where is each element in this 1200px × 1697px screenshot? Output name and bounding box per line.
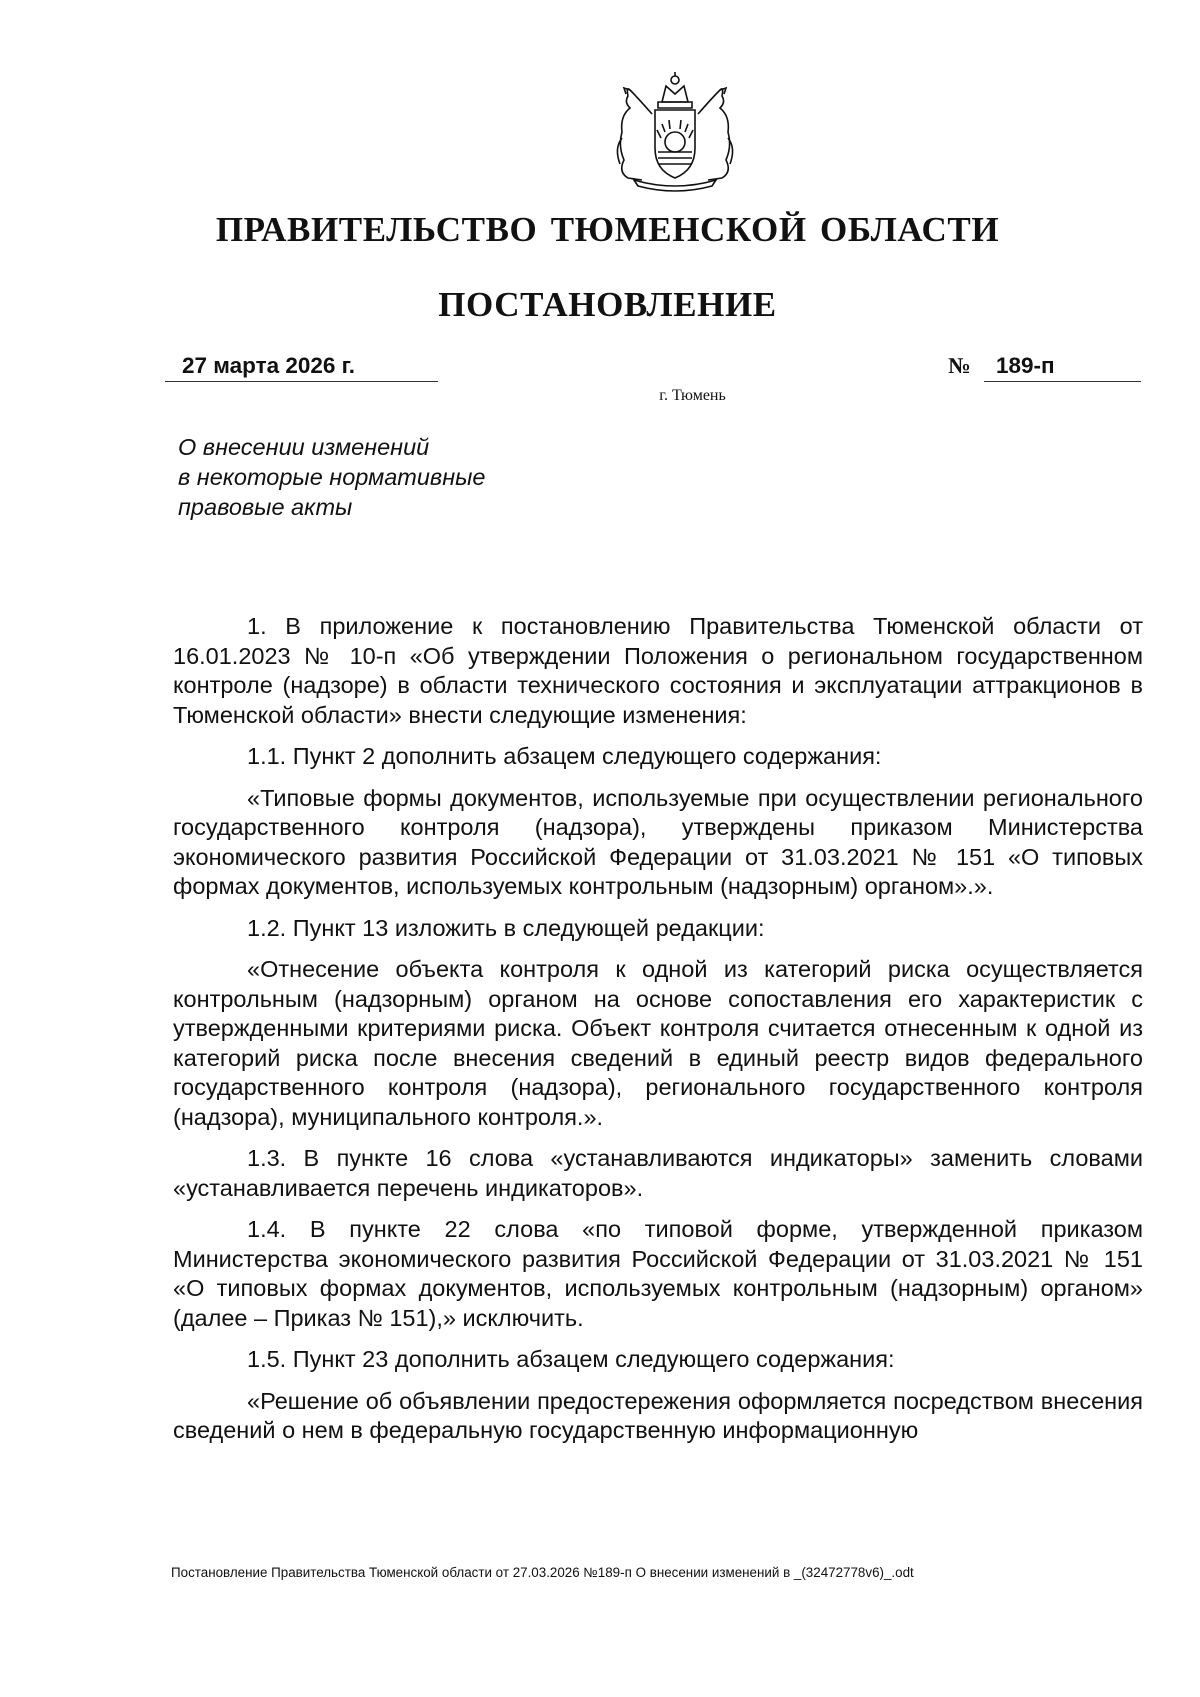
body-paragraph: «Типовые формы документов, используемые при осуществлении регионального государственного контроля (надзора), утверждены приказом Министерства экономического развития Российской Федерации от 31.03.2021 № 151 «О типовых формах документов, используемых контрольным (надзорным) органом».». (173, 784, 1143, 899)
body-paragraph: «Решение об объявлении предостережения оформляется посредством внесения сведений о нем в федеральную государственную информационную (173, 1387, 1143, 1443)
body-paragraph: 1.4. В пункте 22 слова «по типовой форме, утвержденной приказом Министерства экономического развития Российской Федерации от 31.03.2021 № 151 «О типовых формах документов, используемых контрольным (надзорным) органом» (далее – Приказ № 151),» исключить. (173, 1216, 1143, 1331)
page-footer: Постановление Правительства Тюменской области от 27.03.2026 №189-п О внесении изменений в _(32472778v6)_.odt (171, 1565, 914, 1580)
subject-line: правовые акты (178, 494, 353, 520)
body-paragraph: 1.1. Пункт 2 дополнить абзацем следующего содержания: (247, 743, 882, 769)
body-paragraph: «Отнесение объекта контроля к одной из категорий риска осуществляется контрольным (надзорным) органом на основе сопоставления его характеристик с утвержденными критериями риска. Объект контроля считается отнесенным к одной из категорий риска после внесения сведений в единый реестр видов федерального государственного контроля (надзора), регионального государственного контроля (надзора), муниципального контроля.». (173, 956, 1143, 1130)
document-number: 189-п (984, 354, 1141, 382)
document-type-title: ПОСТАНОВЛЕНИЕ (438, 285, 777, 324)
coat-of-arms-icon (600, 68, 750, 196)
document-subject (178, 432, 578, 522)
number-label: № (948, 353, 971, 378)
organization-title: ПРАВИТЕЛЬСТВО ТЮМЕНСКОЙ ОБЛАСТИ (215, 210, 1000, 249)
body-paragraph: 1.2. Пункт 13 изложить в следующей редакции: (247, 914, 765, 941)
subject-line: О внесении изменений (178, 434, 430, 460)
body-paragraph: 1. В приложение к постановлению Правительства Тюменской области от 16.01.2023 № 10-п «Об утверждении Положения о региональном государственном контроле (надзоре) в области технического состояния и эксплуатации аттракционов в Тюменской области» внести следующие изменения: (173, 613, 1143, 728)
body-paragraph: 1.3. В пункте 16 слова «устанавливаются индикаторы» заменить словами «устанавливается перечень индикаторов». (173, 1145, 1143, 1201)
subject-line: в некоторые нормативные (178, 464, 486, 490)
document-date: 27 марта 2026 г. (165, 354, 438, 382)
body-paragraph: 1.5. Пункт 23 дополнить абзацем следующего содержания: (247, 1346, 895, 1372)
document-city: г. Тюмень (659, 387, 726, 404)
document-body (173, 612, 1143, 1458)
